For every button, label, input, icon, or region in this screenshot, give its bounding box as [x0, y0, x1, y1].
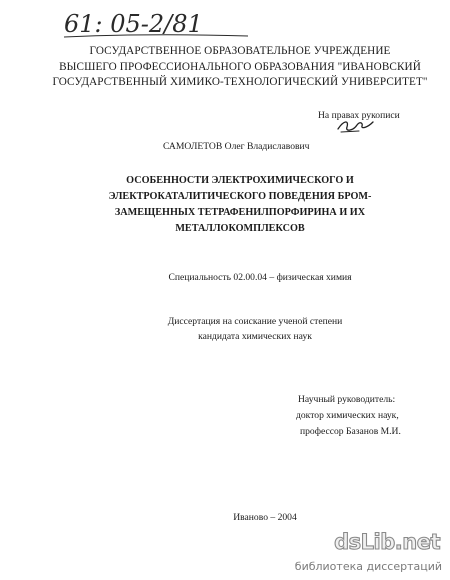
logo-tld: net — [402, 530, 440, 554]
place-and-year: Иваново – 2004 — [233, 512, 297, 523]
svg-text:61: 05-2/81: 61: 05-2/81 — [64, 10, 203, 38]
handwritten-signature — [335, 116, 375, 134]
supervisor-block — [298, 392, 401, 440]
logo-main: dsLib — [334, 530, 395, 554]
institution-header — [50, 44, 430, 91]
supervisor-degree: доктор химических наук, — [296, 410, 399, 421]
dslib-watermark — [294, 528, 450, 580]
title-line: ЭЛЕКТРОКАТАЛИТИЧЕСКОГО ПОВЕДЕНИЯ БРОМ- — [108, 191, 372, 202]
title-line: ОСОБЕННОСТИ ЭЛЕКТРОХИМИЧЕСКОГО И — [126, 175, 354, 186]
rights-note: На правах рукописи — [318, 110, 400, 121]
logo-dot: . — [394, 530, 403, 554]
institution-line: ГОСУДАРСТВЕННОЕ ОБРАЗОВАТЕЛЬНОЕ УЧРЕЖДЕНИЕ — [89, 45, 391, 57]
dissertation-title — [60, 173, 420, 237]
supervisor-name: профессор Базанов М.И. — [300, 426, 401, 437]
specialty-line: Специальность 02.00.04 – физическая химия — [168, 272, 352, 283]
author-name: САМОЛЕТОВ Олег Владиславович — [163, 141, 310, 152]
institution-line: ВЫСШЕГО ПРОФЕССИОНАЛЬНОГО ОБРАЗОВАНИЯ "ИВАНОВСКИЙ — [59, 60, 421, 73]
institution-line: ГОСУДАРСТВЕННЫЙ ХИМИКО-ТЕХНОЛОГИЧЕСКИЙ УНИВЕРСИТЕТ" — [52, 76, 428, 88]
degree-statement — [120, 314, 390, 344]
title-line: МЕТАЛЛОКОМПЛЕКСОВ — [175, 223, 305, 234]
supervisor-heading: Научный руководитель: — [298, 394, 396, 405]
watermark-tagline: библиотека диссертаций — [294, 560, 442, 573]
handwritten-archive-code — [62, 6, 252, 40]
degree-line: Диссертация на соискание ученой степени — [167, 316, 343, 327]
degree-line: кандидата химических наук — [198, 331, 312, 342]
dslib-logo — [334, 530, 440, 554]
title-line: ЗАМЕЩЕННЫХ ТЕТРАФЕНИЛПОРФИРИНА И ИХ — [114, 207, 366, 218]
